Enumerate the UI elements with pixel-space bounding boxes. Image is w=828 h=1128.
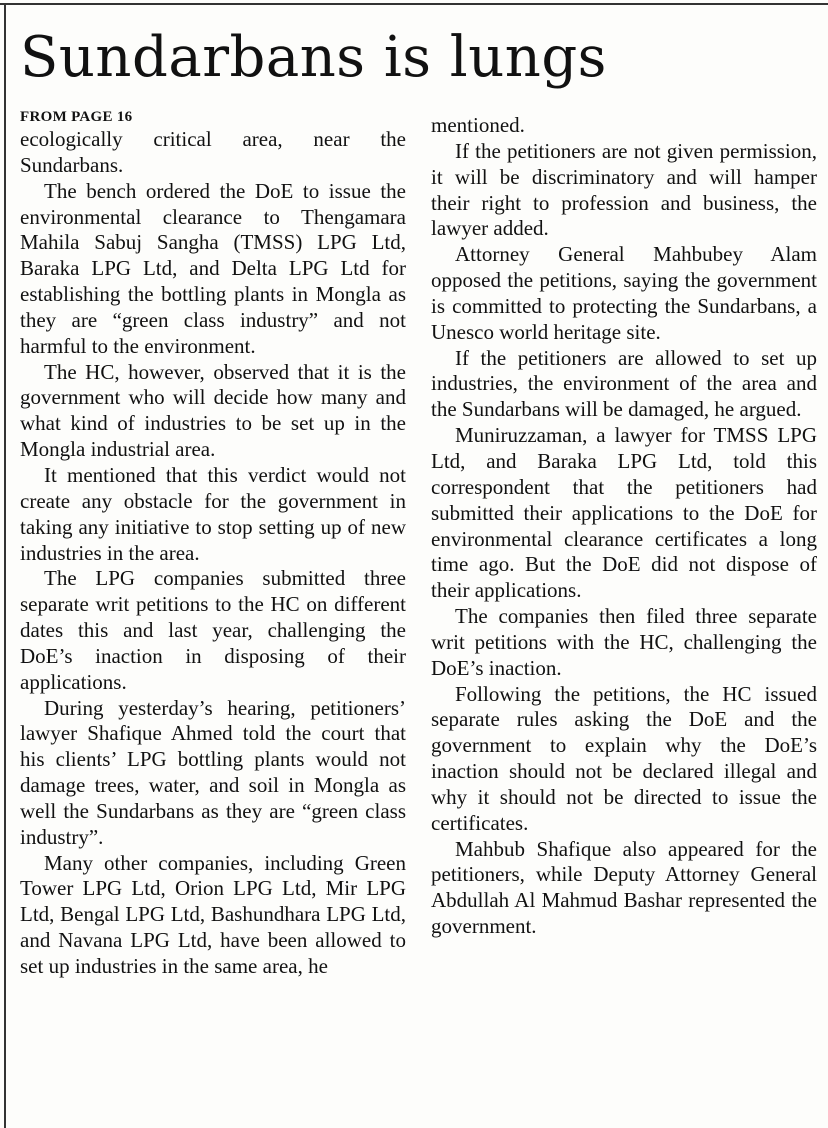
paragraph: mentioned.: [431, 113, 525, 137]
paragraph: ecologically critical area, near the Sundarbans.: [20, 127, 406, 177]
paragraph: Many other companies, including Green Tower LPG Ltd, Orion LPG Ltd, Mir LPG Ltd, Bengal LPG Ltd, Bashundhara LPG Ltd, and Navana LPG Ltd, have been allowed to set up industries in the same area, he: [20, 850, 406, 978]
paragraph: If the petitioners are allowed to set up industries, the environment of the area and the Sundarbans will be damaged, he argued.: [431, 345, 817, 422]
paragraph: The HC, however, observed that it is the government who will decide how many and what kind of industries to be set up in the Mongla industrial area.: [20, 359, 406, 462]
frame-left-rule: [4, 3, 6, 1128]
paragraph: Attorney General Mahbubey Alam opposed the petitions, saying the government is committed to protecting the Sundarbans, a Unesco world heritage site.: [431, 242, 817, 344]
paragraph: During yesterday’s hearing, petitioners’ lawyer Shafique Ahmed told the court that his clients’ LPG bottling plants would not damage trees, water, and soil in Mongla as well the Sundarbans as they are “green class industry”.: [20, 695, 406, 849]
headline: Sundarbans is lungs: [20, 25, 607, 90]
paragraph: The LPG companies submitted three separate writ petitions to the HC on different dates this and last year, challenging the DoE’s inaction in disposing of their applications.: [20, 566, 406, 694]
jump-label: FROM PAGE 16: [20, 109, 133, 125]
frame-top-rule: [0, 3, 828, 5]
paragraph: If the petitioners are not given permission, it will be discriminatory and will hamper their right to profession and business, the lawyer added.: [431, 138, 817, 241]
paragraph: Muniruzzaman, a lawyer for TMSS LPG Ltd, and Baraka LPG Ltd, told this correspondent that the petitioners had submitted their applications to the DoE for environmental clearance certificates a long time ago. But the DoE did not dispose of their applications.: [431, 423, 817, 603]
paragraph: Mahbub Shafique also appeared for the petitioners, while Deputy Attorney General Abdullah Al Mahmud Bashar represented the government.: [431, 836, 817, 939]
right-column: [431, 113, 817, 940]
paragraph: The bench ordered the DoE to issue the environmental clearance to Thengamara Mahila Sabuj Sangha (TMSS) LPG Ltd, Baraka LPG Ltd, and Delta LPG Ltd for establishing the bottling plants in Mongla as they are “green class industry” and not harmful to the environment.: [20, 178, 406, 358]
paragraph: It mentioned that this verdict would not create any obstacle for the government in taking any initiative to stop setting up of new industries in the area.: [20, 462, 406, 565]
paragraph: The companies then filed three separate writ petitions with the HC, challenging the DoE’s inaction.: [431, 604, 817, 680]
left-column: [20, 107, 406, 980]
paragraph: Following the petitions, the HC issued separate rules asking the DoE and the government to explain why the DoE’s inaction should not be declared illegal and why it should not be directed to issue the certificates.: [431, 681, 817, 835]
